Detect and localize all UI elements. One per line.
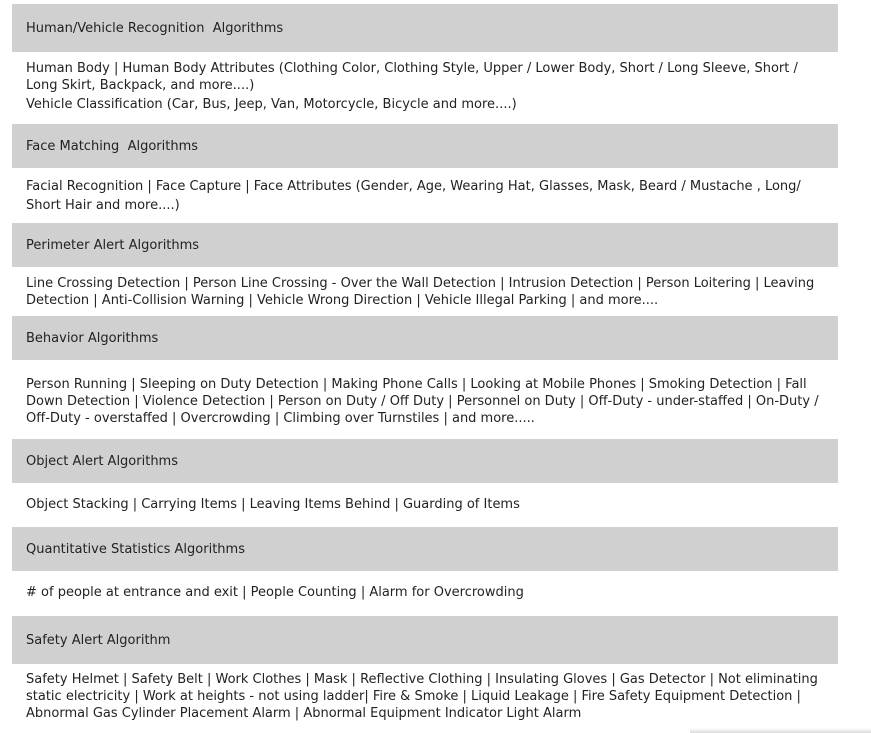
section-body-face-matching (12, 168, 838, 223)
section-title: Object Alert Algorithms (26, 453, 178, 469)
section-title: Safety Alert Algorithm (26, 632, 171, 648)
bottom-edge-shadow (690, 728, 871, 733)
section-header-safety (12, 616, 838, 664)
section-body-human-vehicle (12, 52, 838, 124)
section-line: Safety Helmet | Safety Belt | Work Clothes | Mask | Reflective Clothing | Insulating Gloves | Gas Detector | Not eliminating static electricity | Work at heights - not using ladder| Fire & Smoke | Liquid Leakage | Fire Safety Equipment Detection | Abnormal Gas Cylinder Placement Alarm | Abnormal Equipment Indicator Light Alarm (26, 672, 818, 721)
section-header-human-vehicle (12, 4, 838, 52)
section-line: Vehicle Classification (Car, Bus, Jeep, Van, Motorcycle, Bicycle and more....) (26, 97, 517, 112)
algorithm-list (12, 4, 838, 722)
section-line: Line Crossing Detection | Person Line Crossing - Over the Wall Detection | Intrusion Detection | Person Loitering | Leaving Detection | Anti-Collision Warning | Vehicle Wrong Direction | Vehicle Illegal Parking | and more.... (26, 276, 815, 308)
section-header-face-matching (12, 124, 838, 168)
section-header-object-alert (12, 439, 838, 483)
section-header-perimeter (12, 223, 838, 267)
section-body-behavior (12, 360, 838, 439)
section-body-object-alert (12, 483, 838, 527)
section-title: Human/Vehicle Recognition Algorithms (26, 20, 284, 36)
section-title: Perimeter Alert Algorithms (26, 237, 200, 253)
section-line: Object Stacking | Carrying Items | Leaving Items Behind | Guarding of Items (26, 497, 520, 512)
section-body-safety (12, 664, 838, 722)
section-title: Face Matching Algorithms (26, 138, 199, 154)
section-line: Person Running | Sleeping on Duty Detection | Making Phone Calls | Looking at Mobile Phones | Smoking Detection | Fall Down Detection | Violence Detection | Person on Duty / Off Duty | Personnel on Duty | Off-Duty - under-staffed | On-Duty / Off-Duty - overstaffed | Overcrowding | Climbing over Turnstiles | and more..... (26, 377, 819, 426)
section-header-behavior (12, 316, 838, 360)
section-title: Quantitative Statistics Algorithms (26, 541, 245, 557)
section-body-perimeter (12, 267, 838, 316)
section-title: Behavior Algorithms (26, 330, 159, 346)
section-header-quantitative (12, 527, 838, 571)
section-line: # of people at entrance and exit | People Counting | Alarm for Overcrowding (26, 585, 524, 600)
section-line: Facial Recognition | Face Capture | Face Attributes (Gender, Age, Wearing Hat, Glasses, Mask, Beard / Mustache , Long/ Short Hair and more....) (26, 179, 801, 213)
section-line: Human Body | Human Body Attributes (Clothing Color, Clothing Style, Upper / Lower Body, Short / Long Sleeve, Short / Long Skirt, Backpack, and more....) (26, 61, 798, 93)
section-body-quantitative (12, 571, 838, 616)
